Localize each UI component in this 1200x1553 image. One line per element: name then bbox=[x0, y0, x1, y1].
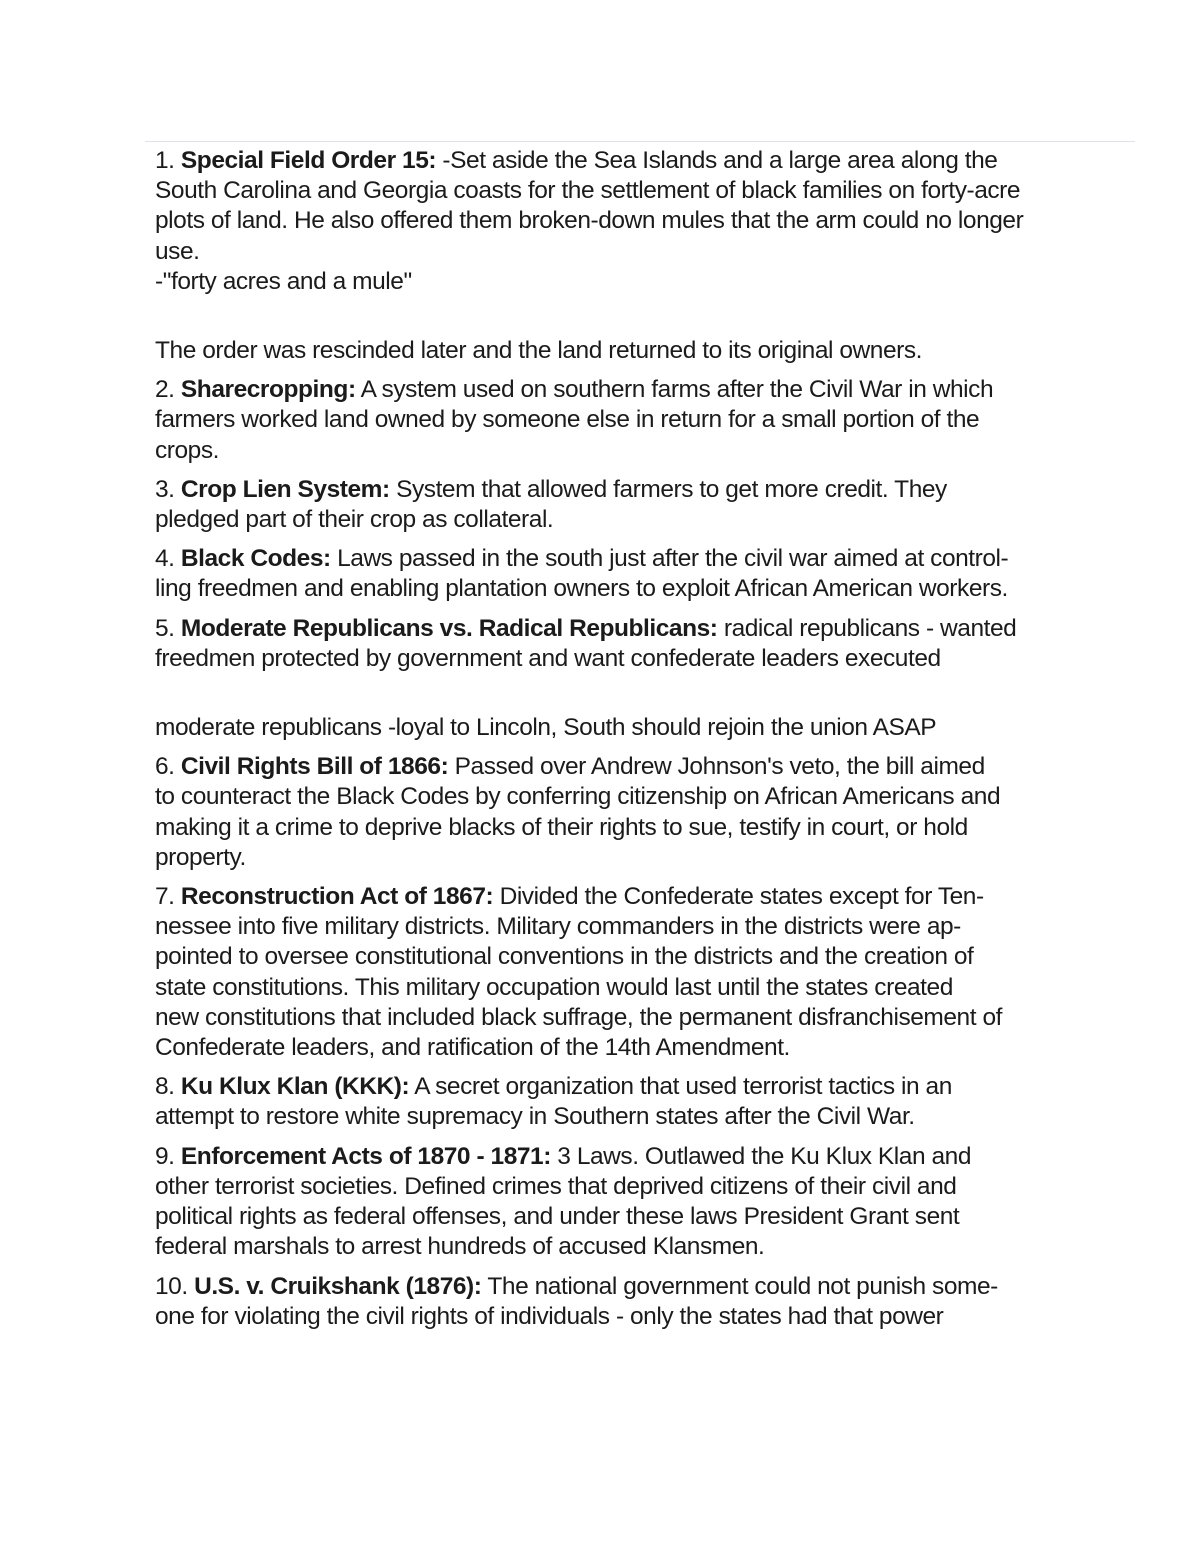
term-text: ling freedmen and enabling plantation owners to exploit African American workers. bbox=[155, 575, 1008, 603]
term-text: pledged part of their crop as collateral. bbox=[155, 506, 554, 534]
term-number: 8. bbox=[155, 1073, 175, 1101]
term-8-first-line bbox=[155, 1072, 1140, 1102]
term-text: Confederate leaders, and ratification of the 14th Amendment. bbox=[155, 1034, 790, 1062]
term-title: U.S. v. Cruikshank (1876): bbox=[194, 1272, 482, 1300]
term-text: attempt to restore white supremacy in Southern states after the Civil War. bbox=[155, 1103, 915, 1131]
term-text: System that allowed farmers to get more credit. They bbox=[389, 475, 947, 503]
term-3-first-line bbox=[155, 475, 1140, 505]
term-2 bbox=[155, 375, 1140, 466]
blank-line bbox=[155, 683, 1140, 713]
term-9-first-line bbox=[155, 1142, 1140, 1172]
term-text: 3 Laws. Outlawed the Ku Klux Klan and bbox=[550, 1142, 972, 1170]
term-text: -Set aside the Sea Islands and a large area along the bbox=[436, 147, 998, 174]
term-text: property. bbox=[155, 843, 246, 871]
term-text: freedmen protected by government and want confederate leaders executed bbox=[155, 644, 941, 672]
term-4-first-line bbox=[155, 544, 1140, 574]
term-text: Divided the Confederate states except for Ten- bbox=[493, 883, 984, 911]
term-text: A system used on southern farms after the Civil War in which bbox=[355, 376, 994, 404]
term-text: to counteract the Black Codes by conferring citizenship on African Americans and bbox=[155, 783, 1001, 811]
term-number: 6. bbox=[155, 753, 175, 781]
term-text: federal marshals to arrest hundreds of accused Klansmen. bbox=[155, 1233, 765, 1261]
terms-list bbox=[155, 146, 1140, 1341]
term-text: South Carolina and Georgia coasts for the settlement of black families on forty-acre bbox=[155, 177, 1021, 205]
term-text: The national government could not punish some- bbox=[481, 1272, 998, 1300]
term-7 bbox=[155, 882, 1140, 1063]
term-text: new constitutions that included black suffrage, the permanent disfranchisement of bbox=[155, 1003, 1002, 1031]
term-title: Crop Lien System: bbox=[180, 475, 390, 503]
term-text: Laws passed in the south just after the civil war aimed at control- bbox=[330, 545, 1009, 573]
term-10-first-line bbox=[155, 1272, 1140, 1302]
term-title: Reconstruction Act of 1867: bbox=[180, 883, 494, 911]
term-1-note: The order was rescinded later and the land returned to its original owners. bbox=[155, 337, 923, 365]
term-text: making it a crime to deprive blacks of their rights to sue, testify in court, or hold bbox=[155, 813, 968, 841]
term-text: plots of land. He also offered them broken-down mules that the arm could no longer bbox=[155, 207, 1024, 235]
term-text: pointed to oversee constitutional conventions in the districts and the creation of bbox=[155, 943, 974, 971]
term-number: 10. bbox=[155, 1272, 188, 1300]
term-text: crops. bbox=[155, 436, 220, 464]
blank-line bbox=[155, 306, 1140, 336]
term-title: Sharecropping: bbox=[180, 376, 356, 404]
term-7-first-line bbox=[155, 882, 1140, 912]
term-text: one for violating the civil rights of individuals - only the states had that power bbox=[155, 1302, 944, 1330]
term-title: Ku Klux Klan (KKK): bbox=[180, 1073, 410, 1101]
term-text: other terrorist societies. Defined crimes that deprived citizens of their civil and bbox=[155, 1172, 957, 1200]
term-text: use. bbox=[155, 237, 200, 265]
term-title: Civil Rights Bill of 1866: bbox=[180, 753, 449, 781]
term-title: Enforcement Acts of 1870 - 1871: bbox=[180, 1142, 551, 1170]
top-divider bbox=[145, 141, 1135, 142]
term-text: -"forty acres and a mule" bbox=[155, 267, 412, 295]
term-1 bbox=[155, 146, 1140, 297]
term-number: 4. bbox=[155, 545, 175, 573]
term-number: 5. bbox=[155, 614, 175, 642]
term-3 bbox=[155, 475, 1140, 535]
term-5-note: moderate republicans -loyal to Lincoln, South should rejoin the union ASAP bbox=[155, 714, 937, 742]
term-8 bbox=[155, 1072, 1140, 1132]
term-4 bbox=[155, 544, 1140, 604]
term-text: Passed over Andrew Johnson's veto, the bill aimed bbox=[448, 753, 985, 781]
term-text: nessee into five military districts. Military commanders in the districts were ap- bbox=[155, 913, 961, 941]
term-9 bbox=[155, 1142, 1140, 1263]
term-number: 9. bbox=[155, 1142, 175, 1170]
term-number: 3. bbox=[155, 475, 175, 503]
term-number: 1. bbox=[155, 147, 175, 174]
term-2-first-line bbox=[155, 375, 1140, 405]
term-text: political rights as federal offenses, and under these laws President Grant sent bbox=[155, 1203, 960, 1231]
term-5 bbox=[155, 614, 1140, 674]
term-6-first-line bbox=[155, 752, 1140, 782]
term-1-first-line bbox=[155, 146, 1140, 176]
term-text: radical republicans - wanted bbox=[717, 614, 1017, 642]
term-title: Black Codes: bbox=[180, 545, 331, 573]
term-text: farmers worked land owned by someone else in return for a small portion of the bbox=[155, 406, 980, 434]
term-6 bbox=[155, 752, 1140, 873]
term-title: Moderate Republicans vs. Radical Republicans: bbox=[180, 614, 718, 642]
term-title: Special Field Order 15: bbox=[180, 147, 437, 174]
term-number: 2. bbox=[155, 376, 175, 404]
term-text: state constitutions. This military occupation would last until the states created bbox=[155, 973, 953, 1001]
term-5-first-line bbox=[155, 614, 1140, 644]
term-10 bbox=[155, 1272, 1140, 1332]
term-number: 7. bbox=[155, 883, 175, 911]
term-text: A secret organization that used terrorist tactics in an bbox=[409, 1073, 952, 1101]
